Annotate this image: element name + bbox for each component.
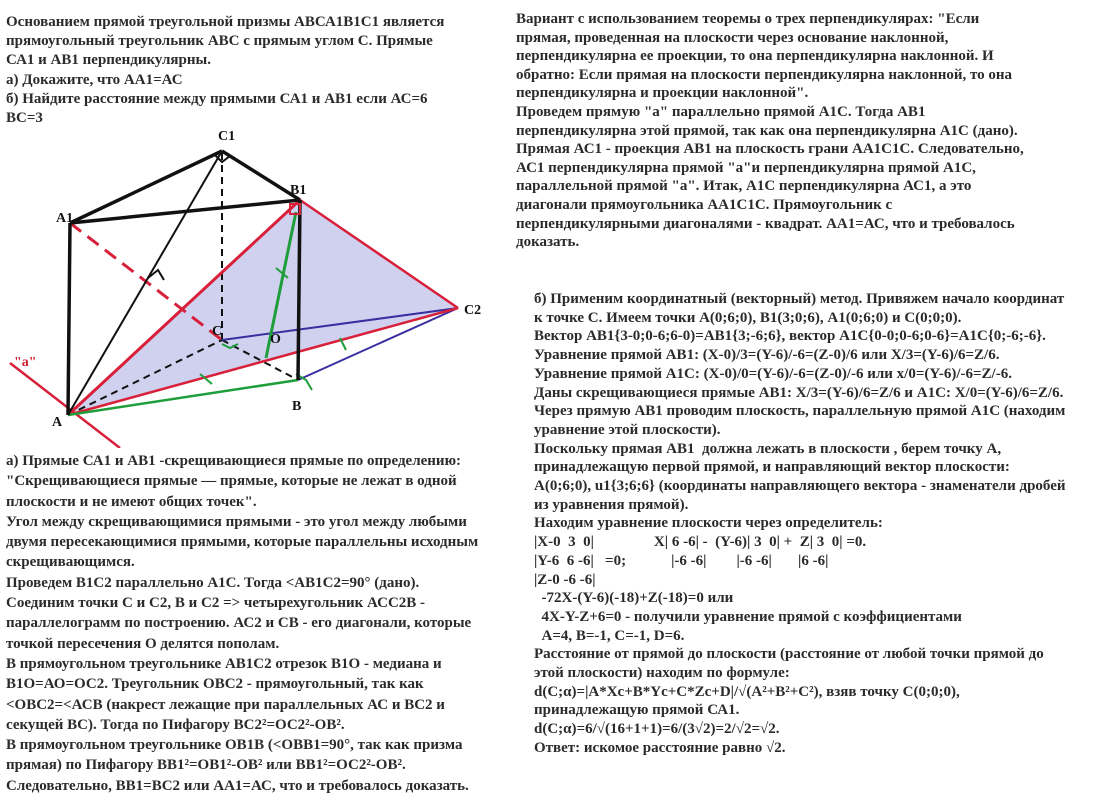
text-line: Через прямую АВ1 проводим плоскость, параллельную прямой А1С (находим: [534, 403, 1066, 420]
text-line: В1О=АО=ОС2. Треугольник ОВС2 - прямоугольный, так как: [6, 676, 424, 693]
text-line: А=4, В=-1, С=-1, D=6.: [534, 627, 685, 644]
text-line: Уравнение прямой А1С: (Х-0)/0=(Y-6)/-6=(Z-0)/-6 или х/0=(Y-6)/-6=Z/-6.: [534, 365, 1012, 382]
text-line: точкой пересечения О делятся пополам.: [6, 635, 280, 652]
text-line: ВС=3: [6, 110, 43, 127]
text-line: Проведем прямую "а" параллельно прямой А1С. Тогда АВ1: [516, 103, 926, 120]
text-line: Следовательно, ВВ1=ВС2 или АА1=АС, что и требовалось доказать.: [6, 777, 469, 794]
text-line: обратно: Если прямая на плоскости перпендикулярна наклонной, то она: [516, 66, 1013, 83]
text-line: Соединим точки С и С2, В и С2 => четырехугольник АСС2В -: [6, 595, 426, 612]
text-line: Основанием прямой треугольной призмы АВСА1В1С1 является: [6, 14, 445, 30]
text-line: прямая, проведенная на плоскости через основание наклонной,: [516, 29, 949, 46]
label-a1: A1: [56, 211, 74, 226]
text-line: диагонали прямоугольника АА1С1С. Прямоугольник с: [516, 196, 893, 213]
text-line: доказать.: [516, 234, 580, 251]
text-line: двумя пересекающимися прямыми, которые параллельны исходным: [6, 534, 479, 551]
edge-a1-b1: [70, 200, 300, 223]
text-line: плоскости и не имеют общих точек".: [6, 493, 257, 510]
solution-part-a: [6, 451, 506, 796]
text-line: Вектор АВ1{3-0;0-6;6-0)=АВ1{3;-6;6}, вектор А1С{0-0;0-6;0-6}=А1С{0;-6;-6}.: [534, 328, 1046, 345]
text-line: перпендикулярна и проекции наклонной".: [516, 85, 809, 102]
text-line: АС1 перпендикулярна прямой "а"и перпендикулярна прямой А1С,: [516, 159, 976, 176]
text-line: Угол между скрещивающимися прямыми - это угол между любыми: [6, 513, 467, 530]
text-line: |Z-0 -6 -6|: [534, 571, 596, 588]
text-line: |Y-6 6 -6| =0; |-6 -6| |-6 -6| |6 -6|: [534, 552, 829, 569]
prism-figure: [0, 118, 500, 448]
text-line: <ОВС2=<АСВ (накрест лежащие при параллельных АС и ВС2 и: [6, 696, 445, 713]
text-line: этой плоскости) находим по формуле:: [534, 665, 790, 682]
text-line: Поскольку прямая АВ1 должна лежать в плоскости , берем точку А,: [534, 440, 1002, 457]
text-line: Уравнение прямой АВ1: (Х-0)/3=(Y-6)/-6=(Z-0)/6 или Х/3=(Y-6)/6=Z/6.: [534, 347, 1000, 364]
text-line: А(0;6;0), u1{3;6;6} (координаты направляющего вектора - знаменатели дробей: [534, 478, 1066, 495]
text-line: СА1 и АВ1 перпендикулярны.: [6, 52, 211, 69]
text-line: из уравнения прямой).: [534, 496, 689, 513]
label-a: A: [52, 415, 63, 430]
solution-variant: [516, 10, 1096, 252]
text-line: к точке С. Имеем точки А(0;6;0), В1(3;0;6), А1(0;6;0) и С(0;0;0).: [534, 309, 962, 326]
label-b: B: [292, 399, 302, 414]
text-line: Расстояние от прямой до плоскости (расстояние от любой точки прямой до: [534, 646, 1044, 663]
solution-part-b: [534, 290, 1104, 758]
text-line: перпендикулярна ее проекции, то она перпендикулярна наклонной. И: [516, 48, 994, 65]
edge-b-b1: [298, 200, 300, 380]
edge-c1-b1: [222, 151, 300, 200]
text-line: б) Применим координатный (векторный) метод. Привяжем начало координат: [534, 291, 1065, 307]
text-line: -72Х-(Y-6)(-18)+Z(-18)=0 или: [534, 590, 734, 607]
text-line: уравнение этой плоскости).: [534, 421, 721, 438]
label-c1: C1: [218, 129, 236, 144]
text-line: 4Х-Y-Z+6=0 - получили уравнение прямой с коэффициентами: [534, 608, 962, 625]
text-line: а) Прямые СА1 и АВ1 -скрещивающиеся прямые по определению:: [6, 453, 462, 469]
text-line: "Скрещивающиеся прямые — прямые, которые не лежат в одной: [6, 473, 457, 490]
text-line: параллелограмм по построению. АС2 и СВ - его диагонали, которые: [6, 615, 472, 632]
edge-a-a1: [68, 223, 70, 415]
label-c2: C2: [464, 303, 482, 318]
text-line: |Х-0 3 0| X| 6 -6| - (Y-6)| 3 0| + Z| 3 0| =0.: [534, 534, 867, 551]
text-line: d(C;α)=6/√(16+1+1)=6/(3√2)=2/√2=√2.: [534, 721, 780, 738]
text-line: В прямоугольном треугольнике ОВ1В (<ОВВ1=90°, так как призма: [6, 737, 463, 754]
text-line: скрещивающимся.: [6, 554, 135, 571]
text-line: а) Докажите, что АА1=АС: [6, 71, 183, 88]
text-line: параллельной прямой "а". Итак, А1С перпендикулярна АС1, а это: [516, 178, 972, 195]
right-angle-mark: [148, 270, 164, 280]
label-b1: B1: [290, 183, 307, 198]
text-line: прямая) по Пифагору ВВ1²=ОВ1²-ОВ² или ВВ1²=ОС2²-ОВ².: [6, 757, 406, 774]
label-o: O: [270, 332, 281, 347]
problem-statement: [6, 13, 476, 128]
text-line: В прямоугольном треугольнике АВ1С2 отрезок В1О - медиана и: [6, 655, 442, 672]
text-line: б) Найдите расстояние между прямыми СА1 и АВ1 если АС=6: [6, 90, 428, 107]
edge-a1-c1: [70, 151, 222, 223]
text-line: Даны скрещивающиеся прямые АВ1: Х/3=(Y-6)/6=Z/6 и А1С: Х/0=(Y-6)/6=Z/6.: [534, 384, 1064, 401]
text-line: перпендикулярными диагоналями - квадрат. АА1=АС, что и требовалось: [516, 215, 1015, 232]
label-line-a: "a": [14, 355, 37, 370]
text-line: принадлежащую первой прямой, и направляющий вектор плоскости:: [534, 459, 1010, 476]
text-line: принадлежащую прямой СА1.: [534, 702, 740, 719]
label-c: C: [212, 324, 223, 339]
text-line: d(C;α)=|A*Xc+B*Yc+C*Zc+D|/√(A²+B²+C²), взяв точку С(0;0;0),: [534, 683, 960, 700]
text-line: Вариант с использованием теоремы о трех перпендикулярах: "Если: [516, 11, 980, 27]
text-line: прямоугольный треугольник АВС с прямым углом С. Прямые: [6, 33, 433, 50]
text-line: Проведем В1С2 параллельно А1С. Тогда <АВ1С2=90° (дано).: [6, 574, 420, 591]
text-line: перпендикулярна этой прямой, так как она перпендикулярна А1С (дано).: [516, 122, 1018, 139]
text-line: Прямая АС1 - проекция АВ1 на плоскость грани АА1С1С. Следовательно,: [516, 141, 1024, 158]
text-line: Находим уравнение плоскости через определитель:: [534, 515, 883, 532]
text-line: секущей ВС). Тогда по Пифагору ВС2²=ОС2²-ОВ².: [6, 716, 345, 733]
text-line: Ответ: искомое расстояние равно √2.: [534, 739, 786, 756]
